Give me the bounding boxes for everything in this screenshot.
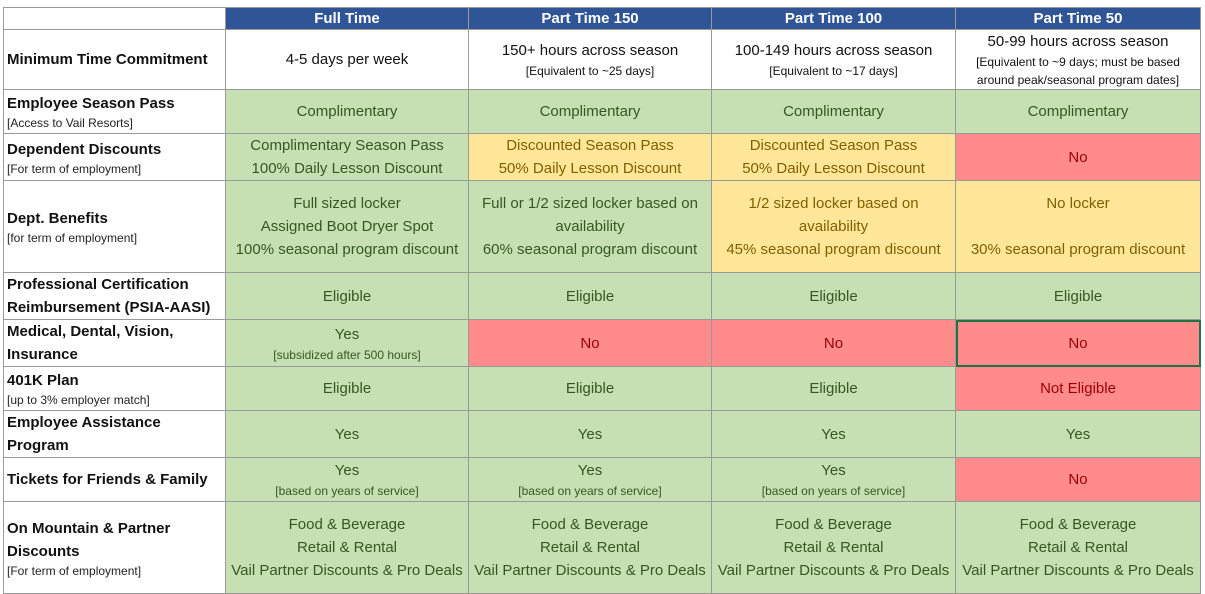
benefit-cell-full-time[interactable] (226, 458, 469, 502)
row-label: Employee Assistance Program (7, 414, 161, 454)
cell-value: Yes (821, 462, 846, 479)
cell-value: Food & Beverage (531, 516, 649, 533)
row-label: Minimum Time Commitment (7, 51, 208, 68)
cell-value: Retail & Rental (783, 539, 884, 556)
cell-value: Complimentary (296, 103, 398, 120)
table-row-dept-benefits (4, 181, 1201, 273)
row-label: Dependent Discounts (7, 140, 162, 158)
row-label: Tickets for Friends & Family (7, 471, 208, 488)
benefits-table (3, 7, 1201, 594)
table-row-employee-season-pass (4, 90, 1201, 134)
benefit-cell-part-time-50[interactable] (956, 181, 1201, 273)
benefit-cell-full-time[interactable] (226, 273, 469, 320)
row-label-cell[interactable] (4, 411, 226, 458)
row-label: Employee Season Pass (7, 95, 175, 112)
cell-value: Discounted Season Pass (506, 137, 674, 154)
table-row-tickets-for-friends-family (4, 458, 1201, 502)
benefit-cell-full-time[interactable] (226, 502, 469, 594)
benefit-cell-full-time[interactable] (226, 30, 469, 90)
cell-value: Yes (577, 462, 603, 479)
benefit-cell-part-time-100[interactable] (712, 411, 956, 458)
row-label: On Mountain & Partner Discounts (7, 519, 171, 560)
cell-value: Not Eligible (1040, 380, 1116, 397)
benefit-cell-part-time-100[interactable] (712, 367, 956, 411)
benefit-cell-part-time-50[interactable] (956, 367, 1201, 411)
cell-value: 100% seasonal program discount (235, 241, 459, 258)
benefit-cell-part-time-100[interactable] (712, 134, 956, 181)
row-sublabel: [for term of employment] (7, 231, 138, 245)
benefit-cell-part-time-100[interactable] (712, 502, 956, 594)
benefit-cell-part-time-50[interactable] (956, 320, 1201, 367)
row-label: Dept. Benefits (7, 210, 108, 227)
table-row-professional-certification-reimbursement-psia-aasi (4, 273, 1201, 320)
cell-value: No locker (1046, 195, 1110, 212)
cell-value: Eligible (322, 287, 372, 305)
benefit-cell-part-time-150[interactable] (469, 458, 712, 502)
cell-value: Yes (1065, 425, 1091, 443)
cell-value: Assigned Boot Dryer Spot (260, 218, 434, 235)
cell-note: [based on years of service] (275, 484, 419, 498)
row-label: Medical, Dental, Vision, Insurance (7, 323, 174, 363)
row-sublabel: [For term of employment] (7, 563, 142, 578)
cell-value: Eligible (1053, 287, 1103, 305)
cell-value: Retail & Rental (1027, 539, 1129, 556)
benefit-cell-part-time-100[interactable] (712, 320, 956, 367)
row-sublabel: [up to 3% employer match] (7, 393, 150, 407)
benefit-cell-part-time-50[interactable] (956, 458, 1201, 502)
cell-value: Retail & Rental (539, 539, 641, 556)
table-row-dependent-discounts (4, 134, 1201, 181)
benefit-cell-full-time[interactable] (226, 134, 469, 181)
column-header-part-time-150[interactable]: Part Time 150 (469, 8, 712, 30)
benefit-cell-part-time-150[interactable] (469, 320, 712, 367)
benefit-cell-part-time-100[interactable] (712, 181, 956, 273)
cell-value: 50% Daily Lesson Discount (742, 160, 925, 177)
row-label-cell[interactable] (4, 30, 226, 90)
table-row-medical-dental-vision-insurance (4, 320, 1201, 367)
benefit-cell-part-time-150[interactable] (469, 90, 712, 134)
cell-note: [subsidized after 500 hours] (273, 347, 421, 362)
cell-value: Complimentary (1027, 103, 1129, 120)
cell-value: 30% seasonal program discount (970, 241, 1186, 258)
benefit-cell-part-time-50[interactable] (956, 273, 1201, 320)
cell-value: 4-5 days per week (285, 51, 409, 68)
benefit-cell-part-time-50[interactable] (956, 411, 1201, 458)
row-label-cell[interactable] (4, 134, 226, 181)
row-label: Professional Certification Reimbursement (PSIA-AASI) (7, 276, 211, 316)
column-header-part-time-100[interactable]: Part Time 100 (712, 8, 956, 30)
cell-value: Complimentary Season Pass (250, 137, 444, 154)
cell-value: Complimentary (539, 103, 641, 120)
table-row-401k-plan (4, 367, 1201, 411)
cell-note: [based on years of service] (761, 484, 906, 498)
row-sublabel: [Access to Vail Resorts] (7, 116, 133, 130)
benefit-cell-part-time-150[interactable] (469, 181, 712, 273)
cell-value: No (580, 334, 600, 352)
row-label-cell[interactable] (4, 458, 226, 502)
row-label-cell[interactable] (4, 273, 226, 320)
cell-value: Food & Beverage (1019, 516, 1137, 533)
cell-value: Vail Partner Discounts & Pro Deals (474, 562, 706, 579)
cell-value: 150+ hours across season (501, 42, 679, 59)
cell-value: No (1068, 148, 1088, 166)
row-label: 401K Plan (7, 372, 79, 389)
cell-value: Yes (577, 425, 603, 443)
benefit-cell-part-time-100[interactable] (712, 30, 956, 90)
benefit-cell-part-time-150[interactable] (469, 411, 712, 458)
cell-note: [Equivalent to ~25 days] (525, 64, 655, 78)
cell-value: Vail Partner Discounts & Pro Deals (717, 562, 950, 579)
cell-value: 60% seasonal program discount (482, 241, 698, 258)
cell-value: Vail Partner Discounts & Pro Deals (231, 562, 463, 579)
benefit-cell-part-time-150[interactable] (469, 134, 712, 181)
benefit-cell-part-time-100[interactable] (712, 273, 956, 320)
cell-value: Eligible (565, 287, 615, 305)
cell-value: 50-99 hours across season (987, 33, 1169, 50)
cell-value: Yes (821, 425, 846, 443)
row-label-cell[interactable] (4, 320, 226, 367)
table-row-on-mountain-partner-discounts (4, 502, 1201, 594)
benefit-cell-part-time-50[interactable] (956, 134, 1201, 181)
cell-value: Food & Beverage (775, 516, 892, 533)
cell-value: Eligible (565, 380, 615, 397)
cell-value: 100-149 hours across season (734, 42, 933, 59)
benefit-cell-part-time-100[interactable] (712, 458, 956, 502)
benefit-cell-full-time[interactable] (226, 90, 469, 134)
cell-value: Full or 1/2 sized locker based on availability (482, 195, 698, 235)
cell-value: Full sized locker (293, 195, 401, 212)
benefit-cell-full-time[interactable] (226, 181, 469, 273)
row-label-cell[interactable] (4, 502, 226, 594)
benefit-cell-part-time-50[interactable] (956, 30, 1201, 90)
column-header-part-time-50[interactable]: Part Time 50 (956, 8, 1201, 30)
cell-value: Eligible (809, 287, 858, 305)
cell-value: Yes (334, 425, 360, 443)
cell-value: Vail Partner Discounts & Pro Deals (962, 562, 1194, 579)
row-label-cell[interactable] (4, 367, 226, 411)
table-row-minimum-time-commitment (4, 30, 1201, 90)
cell-value: No (1068, 471, 1088, 488)
row-label-cell[interactable] (4, 90, 226, 134)
benefit-cell-part-time-150[interactable] (469, 367, 712, 411)
cell-note: [based on years of service] (518, 484, 662, 498)
cell-value: 1/2 sized locker based on availability (748, 195, 919, 235)
benefit-cell-part-time-150[interactable] (469, 30, 712, 90)
benefit-cell-part-time-50[interactable] (956, 502, 1201, 594)
cell-value: No (823, 334, 844, 352)
cell-value: Eligible (809, 380, 858, 397)
corner-cell[interactable] (4, 8, 226, 30)
cell-value (959, 215, 1197, 238)
cell-value: 45% seasonal program discount (726, 241, 941, 258)
benefit-cell-full-time[interactable] (226, 411, 469, 458)
cell-value: Retail & Rental (296, 539, 398, 556)
cell-value: Yes (334, 325, 360, 343)
cell-value: 50% Daily Lesson Discount (498, 160, 682, 177)
cell-value: 100% Daily Lesson Discount (251, 160, 443, 177)
cell-value: Food & Beverage (288, 516, 406, 533)
benefit-cell-full-time[interactable] (226, 367, 469, 411)
cell-value: No (1068, 334, 1088, 352)
cell-value: Complimentary (783, 103, 884, 120)
row-sublabel: [For term of employment] (7, 161, 142, 176)
header-row (4, 8, 1201, 30)
row-label-cell[interactable] (4, 181, 226, 273)
table-row-employee-assistance-program (4, 411, 1201, 458)
benefit-cell-part-time-150[interactable] (469, 273, 712, 320)
column-header-full-time[interactable]: Full Time (226, 8, 469, 30)
cell-note: [Equivalent to ~17 days] (769, 64, 898, 78)
cell-value: Eligible (322, 380, 372, 397)
cell-value: Yes (334, 462, 360, 479)
benefit-cell-full-time[interactable] (226, 320, 469, 367)
benefit-cell-part-time-50[interactable] (956, 90, 1201, 134)
benefit-cell-part-time-100[interactable] (712, 90, 956, 134)
cell-value: Discounted Season Pass (749, 137, 918, 154)
cell-note: [Equivalent to ~9 days; must be based around peak/seasonal program dates] (976, 55, 1180, 87)
benefit-cell-part-time-150[interactable] (469, 502, 712, 594)
